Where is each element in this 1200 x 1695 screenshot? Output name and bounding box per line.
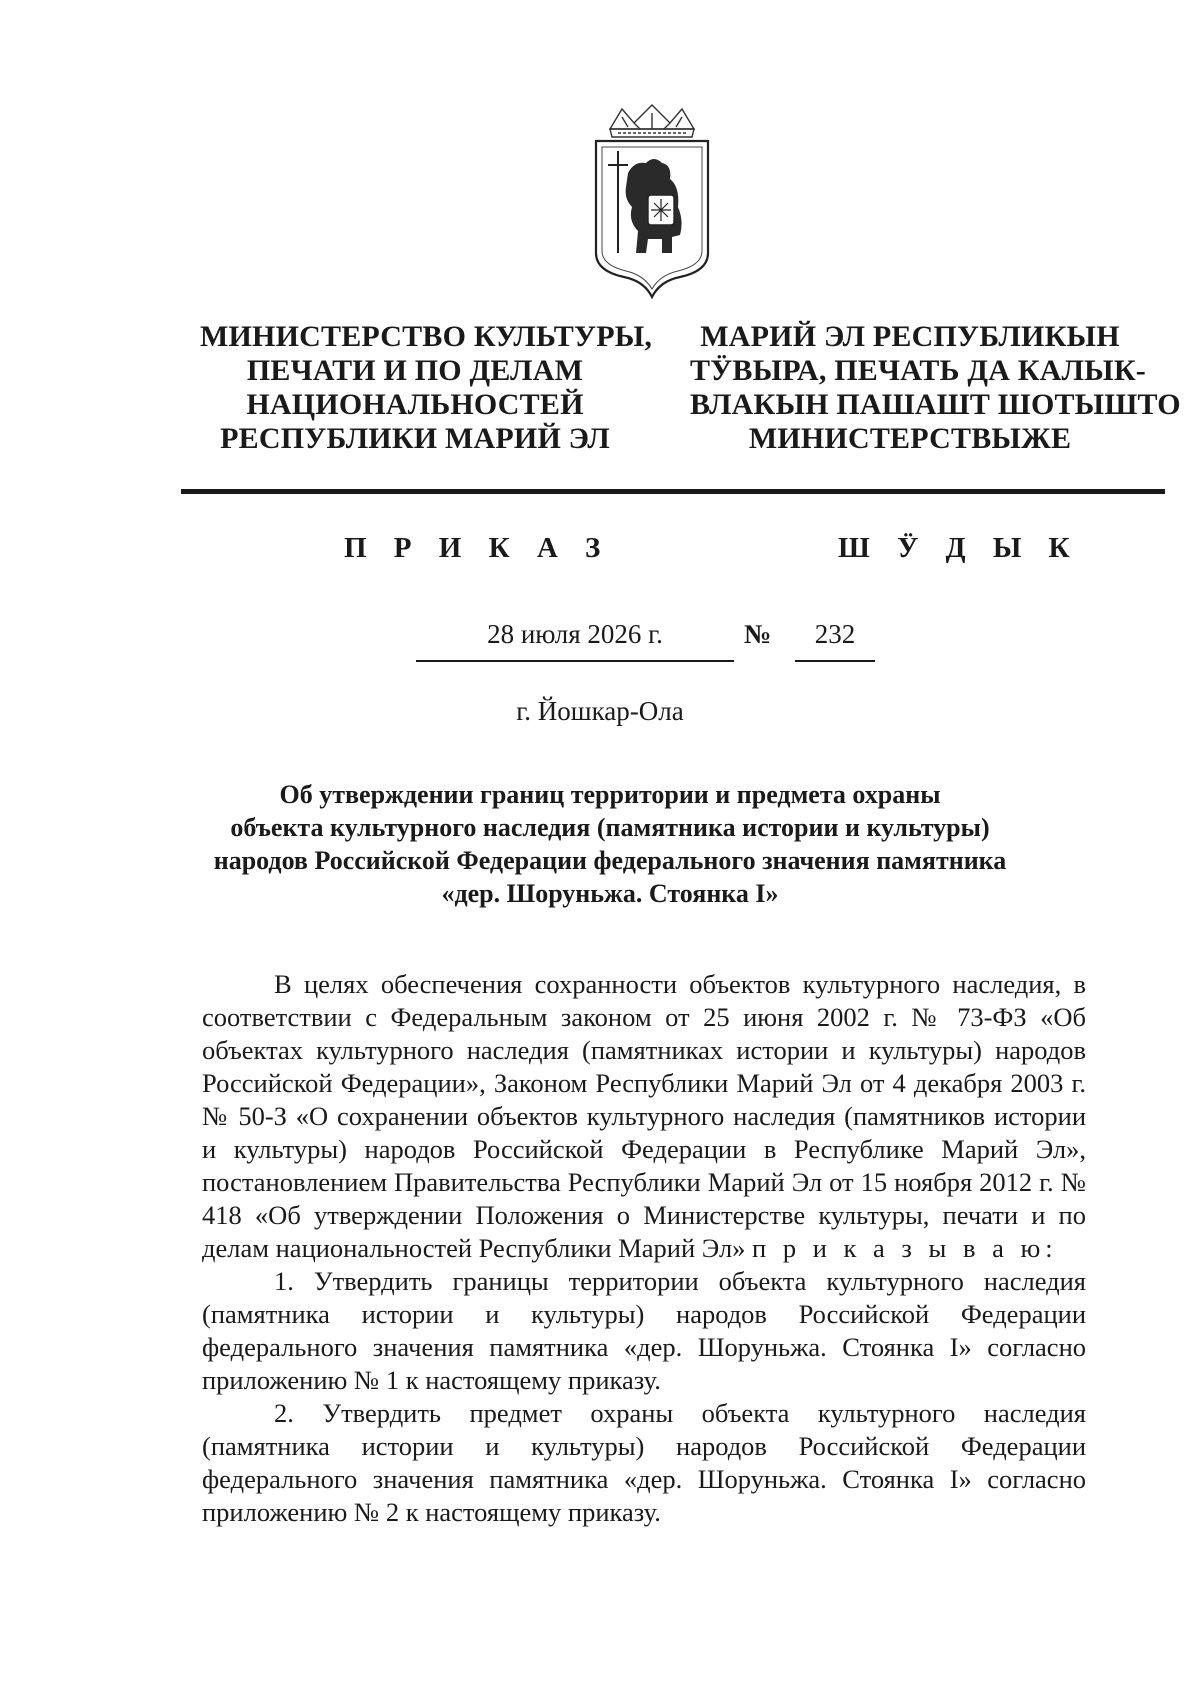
order-city: г. Йошкар-Ола <box>516 696 684 726</box>
title-line: «дер. Шоруньжа. Стоянка I» <box>441 879 779 908</box>
preamble-paragraph <box>202 968 1086 1265</box>
preamble-text: В целях обеспечения сохранности объектов культурного наследия, в соответствии с Федеральным законом от 25 июня 2002 г. № 73-ФЗ «Об объектах культурного наследия (памятниках истории и культуры) народов Российской Федерации», Законом Республики Марий Эл от 4 декабря 2003 г. № 50-З «О сохранении объектов культурного наследия (памятников истории и культуры) народов Российской Федерации в Республике Марий Эл», постановлением Правительства Республики Марий Эл от 15 ноября 2012 г. № 418 «Об утверждении Положения о Министерстве культуры, печати и по делам национальностей Республики Марий Эл» <box>202 969 1086 1263</box>
order-number: 232 <box>814 619 856 649</box>
title-line: Об утверждении границ территории и предмета охраны <box>279 780 941 809</box>
date-underline <box>416 660 734 662</box>
document-title <box>180 778 1040 910</box>
order-label-russian: П Р И К А З <box>344 532 611 564</box>
header-right-line: ТӰВЫРА, ПЕЧАТЬ ДА КАЛЫК- <box>690 354 1146 387</box>
header-left-line: НАЦИОНАЛЬНОСТЕЙ <box>246 388 584 421</box>
header-right-line: МИНИСТЕРСТВЫЖЕ <box>748 422 1072 455</box>
order-label-mari: Ш Ӱ Д Ы К <box>838 532 1080 564</box>
order-date: 28 июля 2026 г. <box>487 619 663 649</box>
order-item-1: 1. Утвердить границы территории объекта культурного наследия (памятника истории и культуры) народов Российской Федерации федерального значения памятника «дер. Шоруньжа. Стоянка I» согласно приложению № 1 к настоящему приказу. <box>202 1266 1086 1395</box>
title-line: народов Российской Федерации федерального значения памятника <box>213 846 1007 875</box>
header-left-line: ПЕЧАТИ И ПО ДЕЛАМ <box>246 354 584 387</box>
number-sign: № <box>744 619 772 649</box>
header-divider <box>181 489 1165 494</box>
ministry-name-mari <box>690 320 1181 456</box>
title-line: объекта культурного наследия (памятника истории и культуры) <box>230 813 990 842</box>
order-verb: п р и к а з ы в а ю <box>752 1233 1046 1263</box>
header-left-line: МИНИСТЕРСТВО КУЛЬТУРЫ, <box>200 320 653 353</box>
preamble-end: : <box>1045 1233 1053 1263</box>
header-right-line: ВЛАКЫН ПАШАШТ ШОТЫШТО <box>690 388 1181 421</box>
number-underline <box>795 660 875 662</box>
order-item-2: 2. Утвердить предмет охраны объекта культурного наследия (памятника истории и культуры) народов Российской Федерации федерального значения памятника «дер. Шоруньжа. Стоянка I» согласно приложению № 2 к настоящему приказу. <box>202 1398 1086 1527</box>
header-left-line: РЕСПУБЛИКИ МАРИЙ ЭЛ <box>220 422 610 455</box>
ministry-name-russian <box>200 320 653 456</box>
coat-of-arms-icon <box>588 103 716 299</box>
header-right-line: МАРИЙ ЭЛ РЕСПУБЛИКЫН <box>700 320 1120 353</box>
document-body <box>202 968 1086 1529</box>
